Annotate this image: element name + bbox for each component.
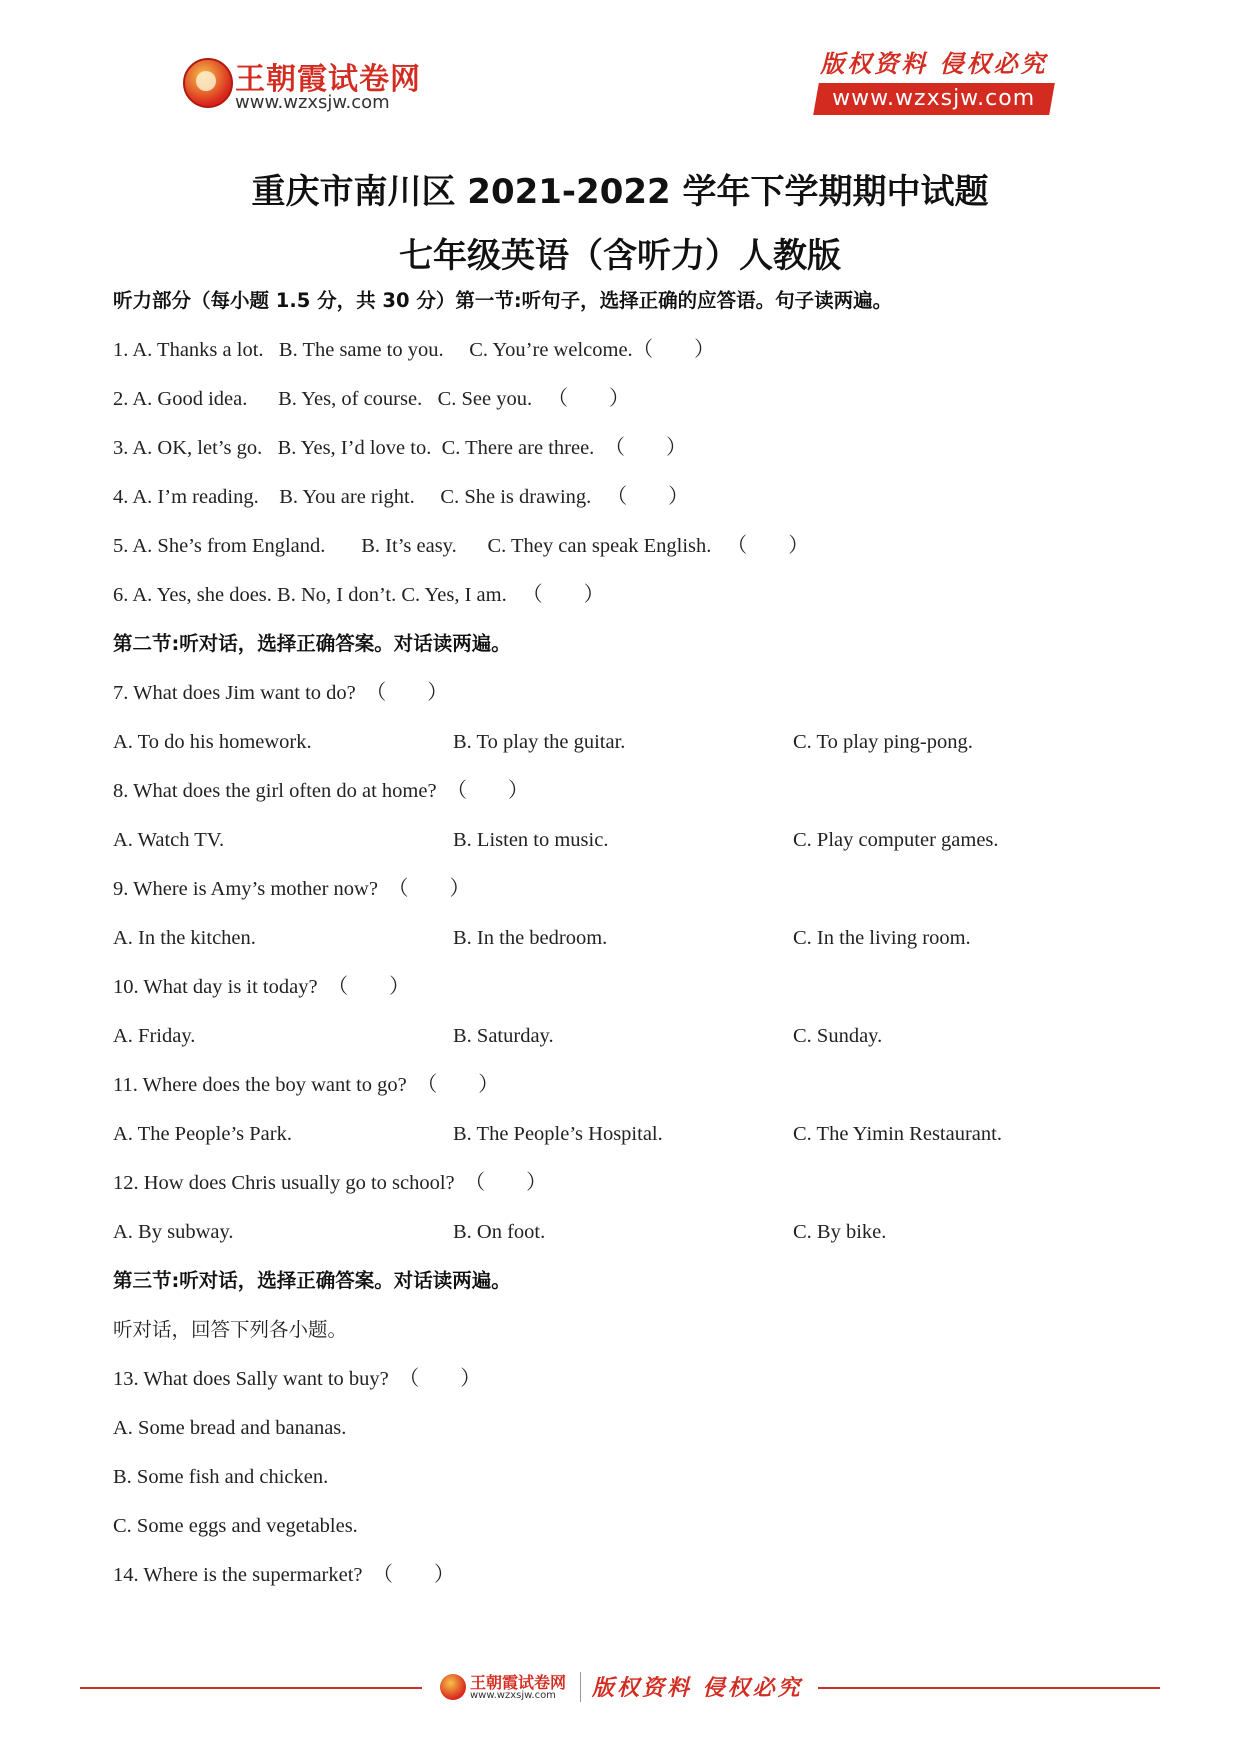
option-c: C. In the living room. [793,927,971,949]
answer-blank: （ ） [446,780,529,802]
footer-rule-left [80,1687,422,1689]
section-heading-1: 听力部分（每小题 1.5 分，共 30 分）第一节:听句子，选择正确的应答语。句子读两遍。 [113,289,893,312]
footer-copyright: 版权资料 侵权必究 [592,1675,803,1701]
section-heading-2: 第二节:听对话，选择正确答案。对话读两遍。 [113,632,511,655]
option-b: B. To play the guitar. [453,731,626,753]
footer-logo-name: 王朝霞试卷网 [470,1673,567,1692]
option-a: A. In the kitchen. [113,927,256,949]
answer-blank: （ ） [416,1074,499,1096]
exam-content [113,286,1133,1609]
answer-blank: （ ） [372,1564,455,1586]
question-2: 2. A. Good idea. B. Yes, of course. C. See you. （ ） [113,388,630,410]
option-a: A. The People’s Park. [113,1123,292,1145]
question-10 [113,972,1133,1021]
question-stem: 12. How does Chris usually go to school? [113,1172,455,1194]
question-10-options [113,1021,1133,1070]
option-c: C. To play ping-pong. [793,731,973,753]
answer-blank: （ ） [387,878,470,900]
seal-icon [183,58,233,108]
question-stem: 9. Where is Amy’s mother now? [113,878,378,900]
answer-blank: （ ） [365,682,448,704]
option-b: B. Listen to music. [453,829,609,851]
section-heading-3: 第三节:听对话，选择正确答案。对话读两遍。 [113,1269,511,1292]
option-c: C. Sunday. [793,1025,883,1047]
question-11 [113,1070,1133,1119]
footer-divider [580,1672,581,1702]
option-b: B. In the bedroom. [453,927,608,949]
footer-logo-url: www.wzxsjw.com [470,1690,556,1701]
question-9 [113,874,1133,923]
option-a: A. By subway. [113,1221,234,1243]
answer-blank: （ ） [464,1172,547,1194]
instruction: 听对话，回答下列各小题。 [113,1318,348,1341]
question-13-option-a: A. Some bread and bananas. [113,1417,347,1439]
page-title: 重庆市南川区 2021-2022 学年下学期期中试题 [251,172,989,212]
question-13-option-b: B. Some fish and chicken. [113,1466,329,1488]
footer-seal-icon [440,1674,466,1700]
question-13-option-c: C. Some eggs and vegetables. [113,1515,358,1537]
option-a: A. Watch TV. [113,829,225,851]
option-b: B. The People’s Hospital. [453,1123,663,1145]
question-stem: 10. What day is it today? [113,976,318,998]
option-c: C. The Yimin Restaurant. [793,1123,1002,1145]
question-stem: 14. Where is the supermarket? [113,1564,363,1586]
question-stem: 7. What does Jim want to do? [113,682,356,704]
option-a: A. To do his homework. [113,731,312,753]
question-stem: 8. What does the girl often do at home? [113,780,437,802]
footer [80,1668,1160,1708]
option-b: B. On foot. [453,1221,546,1243]
option-c: C. By bike. [793,1221,887,1243]
copyright-block [816,44,1052,115]
url-banner-text: www.wzxsjw.com [832,86,1036,111]
question-stem: 11. Where does the boy want to go? [113,1074,407,1096]
page-subtitle: 七年级英语（含听力）人教版 [399,236,841,276]
question-6: 6. A. Yes, she does. B. No, I don’t. C. Yes, I am. （ ） [113,584,605,606]
question-12-options [113,1217,1133,1266]
option-a: A. Friday. [113,1025,196,1047]
logo-name: 王朝霞试卷网 [235,62,421,97]
question-14 [113,1560,1133,1609]
question-9-options [113,923,1133,972]
question-7 [113,678,1133,727]
option-b: B. Saturday. [453,1025,554,1047]
question-12 [113,1168,1133,1217]
option-c: C. Play computer games. [793,829,999,851]
question-7-options [113,727,1133,776]
question-stem: 13. What does Sally want to buy? [113,1368,389,1390]
footer-rule-right [818,1687,1160,1689]
logo-url: www.wzxsjw.com [235,92,390,113]
question-4: 4. A. I’m reading. B. You are right. C. She is drawing. （ ） [113,486,689,508]
answer-blank: （ ） [398,1368,481,1390]
question-8-options [113,825,1133,874]
question-3: 3. A. OK, let’s go. B. Yes, I’d love to. C. There are three. （ ） [113,437,687,459]
url-banner [813,83,1055,115]
answer-blank: （ ） [327,976,410,998]
question-8 [113,776,1133,825]
question-5: 5. A. She’s from England. B. It’s easy. C. They can speak English. （ ） [113,535,809,557]
question-1: 1. A. Thanks a lot. B. The same to you. C. You’re welcome.（ ） [113,339,715,361]
question-11-options [113,1119,1133,1168]
question-13 [113,1364,1133,1413]
copyright-notice: 版权资料 侵权必究 [820,49,1048,78]
